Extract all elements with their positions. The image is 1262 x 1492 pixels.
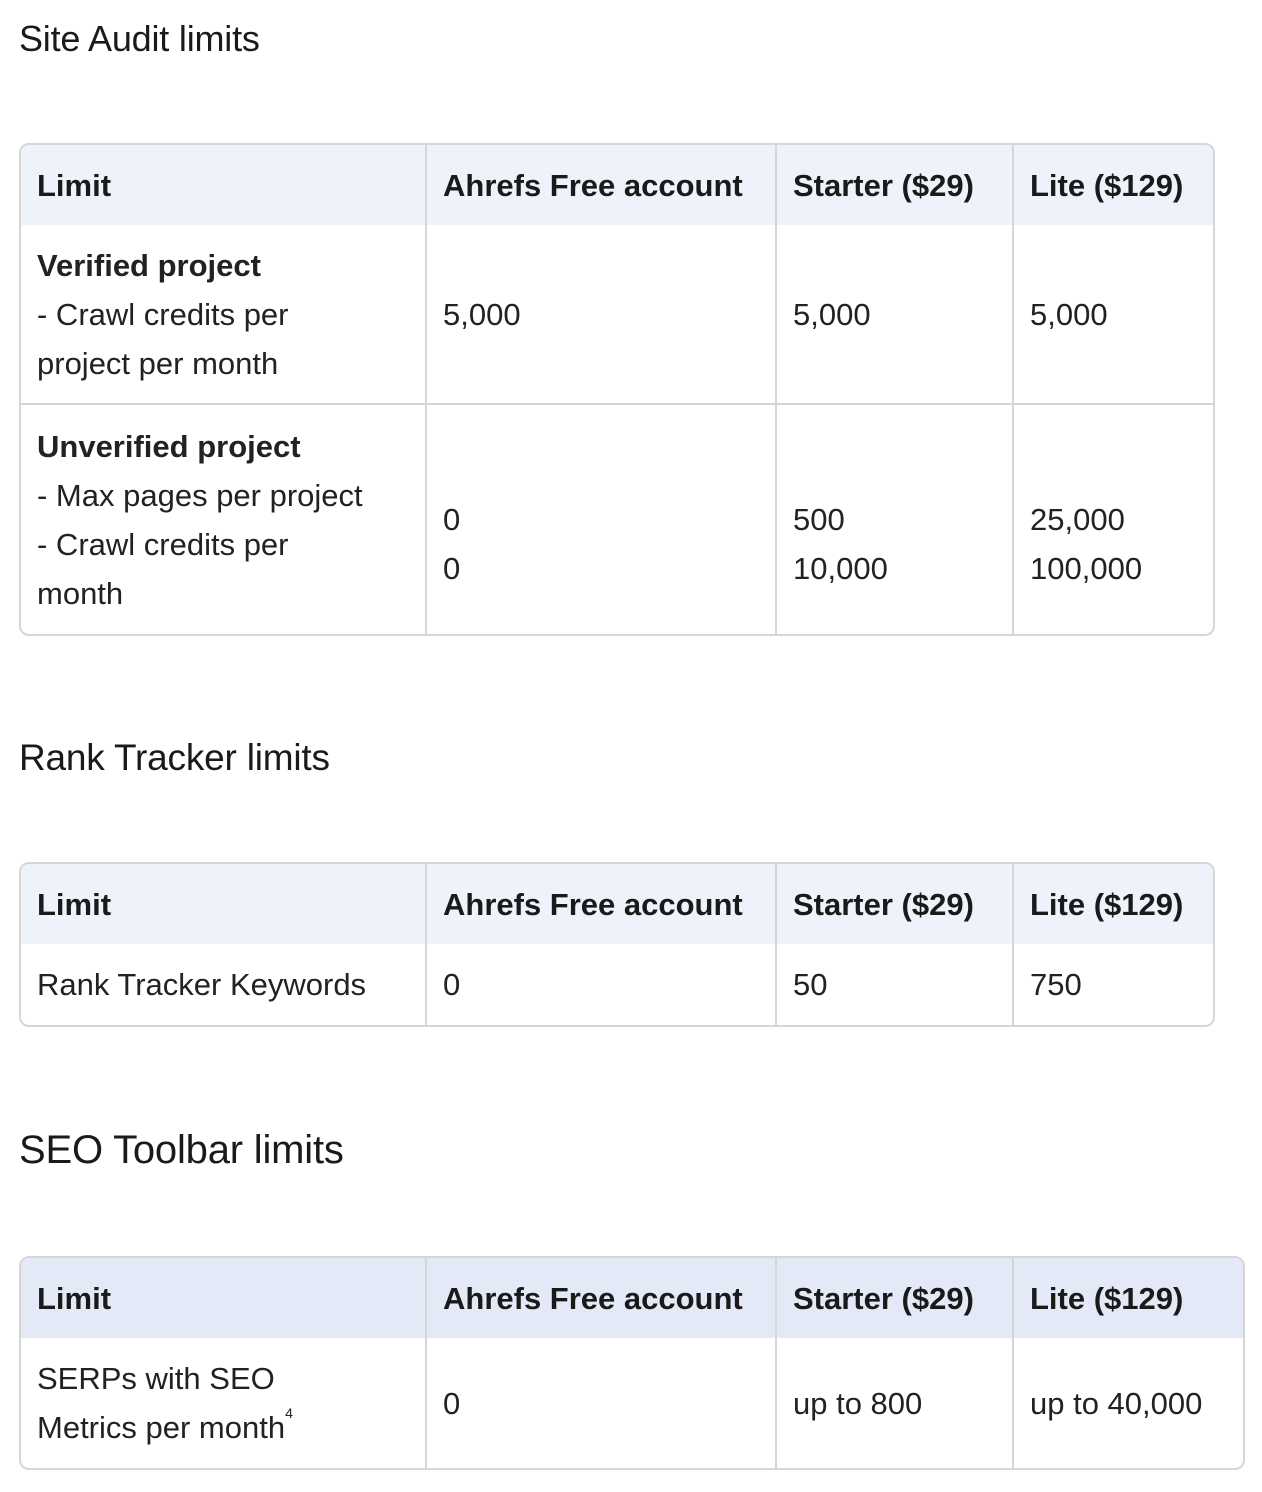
cell-value: 100,000 xyxy=(1030,551,1143,586)
row-label-rank-tracker-keywords: Rank Tracker Keywords xyxy=(21,944,427,1025)
cell-free: 0 xyxy=(427,944,777,1025)
header-limit: Limit xyxy=(21,145,427,225)
cell-value: 500 xyxy=(793,502,845,537)
row-title-line: SERPs with SEO xyxy=(37,1361,275,1396)
row-subline: - Crawl credits per xyxy=(37,296,289,332)
cell-lite: 5,000 xyxy=(1014,225,1213,405)
cell-lite xyxy=(1014,405,1213,634)
table-header-row xyxy=(21,145,1213,225)
header-free: Ahrefs Free account xyxy=(427,145,777,225)
header-limit: Limit xyxy=(21,864,427,944)
table-row xyxy=(21,225,1213,405)
rank-tracker-title: Rank Tracker limits xyxy=(19,737,330,778)
row-title-line-text: Metrics per month xyxy=(37,1410,286,1445)
row-label-unverified xyxy=(21,405,427,634)
cell-starter: 5,000 xyxy=(777,225,1014,405)
row-label-verified xyxy=(21,225,427,405)
site-audit-title: Site Audit limits xyxy=(19,18,260,59)
header-lite: Lite ($129) xyxy=(1014,145,1213,225)
cell-free: 0 xyxy=(427,1338,777,1468)
cell-starter: 50 xyxy=(777,944,1014,1025)
row-label-serps-with-seo-metrics xyxy=(21,1338,427,1468)
header-starter: Starter ($29) xyxy=(777,864,1014,944)
rank-tracker-limits-table xyxy=(19,862,1215,1027)
cell-lite: up to 40,000 xyxy=(1030,1385,1203,1421)
table-row xyxy=(21,405,1213,634)
table-header-row xyxy=(21,1258,1243,1338)
row-subline: - Max pages per project xyxy=(37,477,363,513)
row-title-line xyxy=(37,1403,409,1452)
row-title: Unverified project xyxy=(37,428,301,464)
header-free: Ahrefs Free account xyxy=(427,1258,777,1338)
seo-toolbar-title: SEO Toolbar limits xyxy=(19,1128,344,1172)
cell-value: 10,000 xyxy=(793,551,888,586)
cell-starter: up to 800 xyxy=(777,1338,1014,1468)
header-free: Ahrefs Free account xyxy=(427,864,777,944)
header-limit: Limit xyxy=(21,1258,427,1338)
cell-lite: 750 xyxy=(1030,967,1082,1002)
header-lite: Lite ($129) xyxy=(1014,1258,1243,1338)
row-subline: month xyxy=(37,575,124,611)
cell-value: 0 xyxy=(443,502,461,537)
seo-toolbar-limits-table xyxy=(19,1256,1245,1470)
row-subline: - Crawl credits per xyxy=(37,526,289,562)
row-subline: project per month xyxy=(37,345,279,381)
cell-free xyxy=(427,405,777,634)
header-starter: Starter ($29) xyxy=(777,145,1014,225)
table-row xyxy=(21,1338,1243,1468)
site-audit-limits-table xyxy=(19,143,1215,636)
table-row xyxy=(21,944,1213,1025)
header-starter: Starter ($29) xyxy=(777,1258,1014,1338)
row-title: Verified project xyxy=(37,247,261,283)
cell-value: 25,000 xyxy=(1030,502,1125,537)
cell-starter xyxy=(777,405,1014,634)
cell-value: 0 xyxy=(443,551,461,586)
footnote-marker: 4 xyxy=(285,1405,293,1421)
table-header-row xyxy=(21,864,1213,944)
cell-free: 5,000 xyxy=(427,225,777,405)
header-lite: Lite ($129) xyxy=(1014,864,1213,944)
